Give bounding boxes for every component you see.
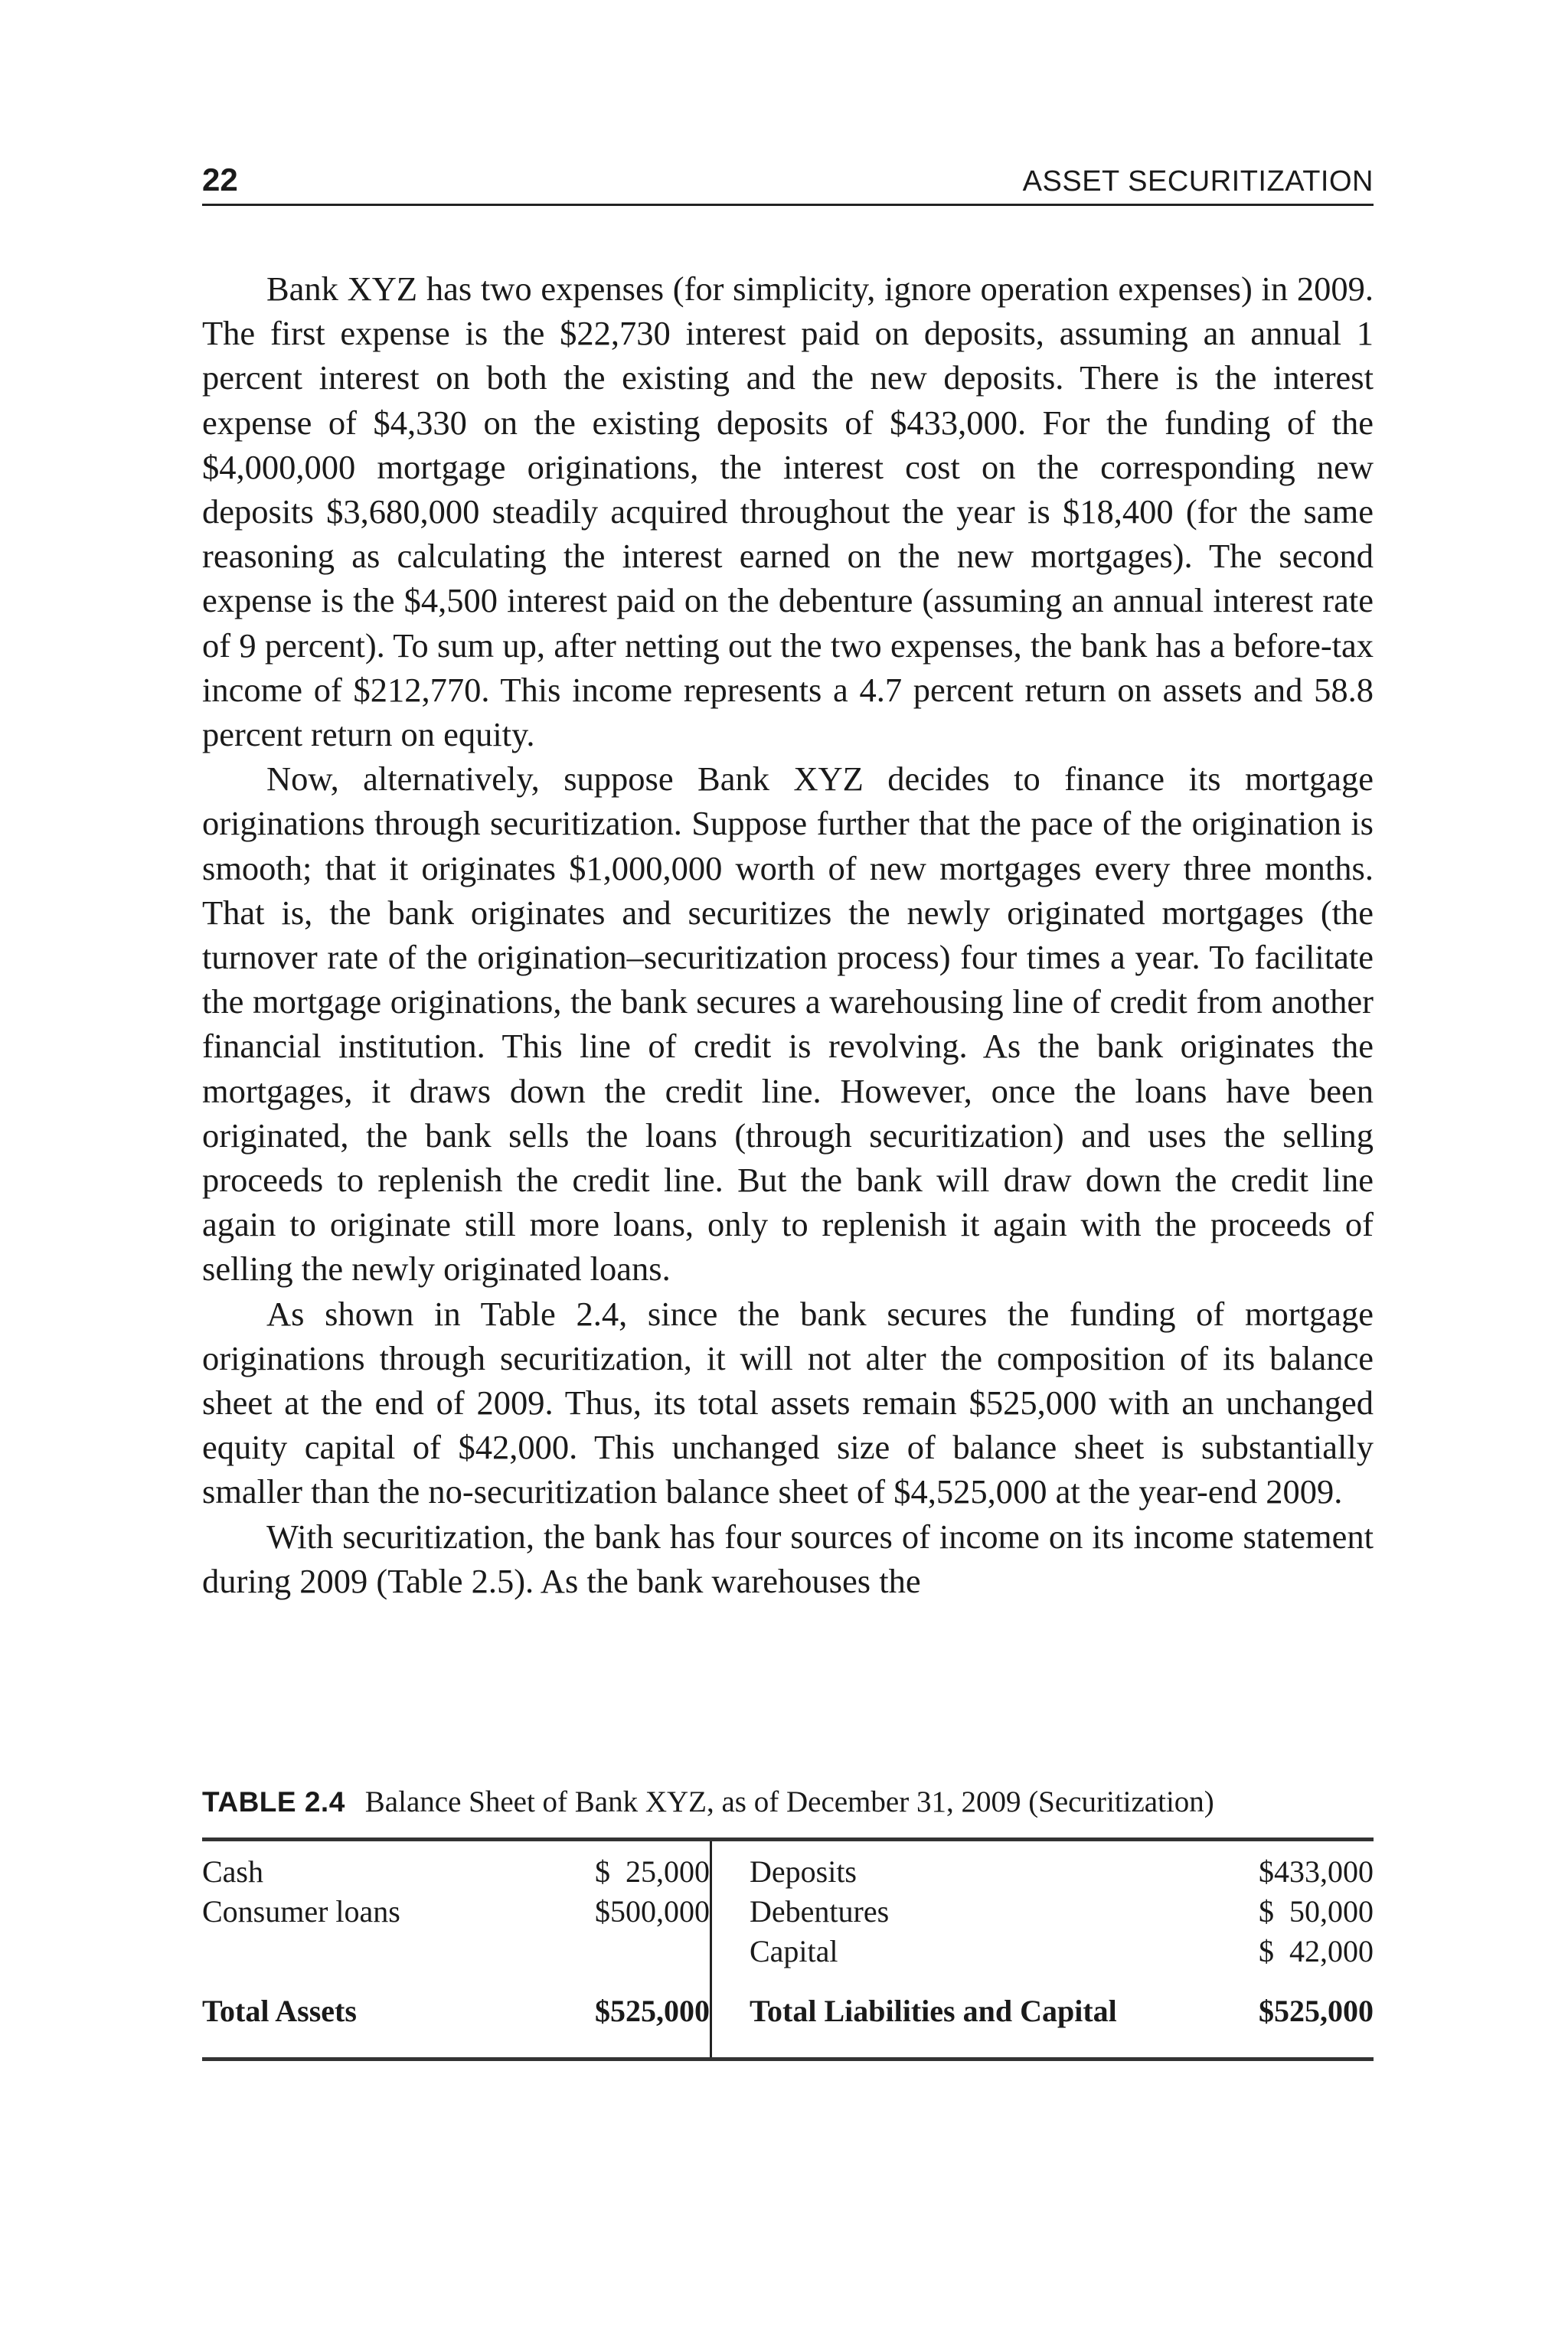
total-assets-label: Total Assets — [202, 1994, 357, 2028]
liability-label: Capital — [750, 1934, 838, 1968]
liability-value: $433,000 — [1259, 1854, 1374, 1889]
liability-value: $ 42,000 — [1259, 1934, 1374, 1968]
paragraph: Now, alternatively, suppose Bank XYZ decides to finance its mortgage originations through securitization. Suppose further that the pace of the origination is smooth; that it originates $1,000,000 worth of new mortgages every three months. That is, the bank originates and securitizes the newly originated mortgages (the turnover rate of the origination–securitization process) four times a year. To facilitate the mortgage originations, the bank secures a warehousing line of credit from another financial institution. This line of credit is revolving. As the bank originates the mortgages, it draws down the credit line. However, once the loans have been originated, the bank sells the loans (through securitization) and uses the selling proceeds to replenish the credit line. But the bank will draw down the credit line again to originate still more loans, only to replenish it again with the proceeds of selling the newly originated loans. — [202, 760, 1374, 1289]
column-divider — [710, 1841, 712, 2057]
asset-label: Cash — [202, 1854, 263, 1889]
paragraph: With securitization, the bank has four sources of income on its income statement during 2009 (Table 2.5). As the bank warehouses the — [202, 1517, 1374, 1600]
table-title: Balance Sheet of Bank XYZ, as of December 31, 2009 (Securitization) — [364, 1785, 1214, 1818]
asset-value: $ 25,000 — [595, 1854, 710, 1889]
liability-value: $ 50,000 — [1259, 1894, 1374, 1929]
page-header — [202, 161, 1374, 206]
balance-sheet-table — [202, 1782, 1374, 2061]
table-label: TABLE 2.4 — [202, 1786, 345, 1818]
total-assets-value: $525,000 — [595, 1994, 710, 2028]
liability-label: Debentures — [750, 1894, 890, 1929]
table-bottom-rule — [202, 2057, 1374, 2061]
table-caption — [202, 1782, 1374, 1838]
page-number: 22 — [202, 162, 238, 198]
table-body — [202, 1841, 1374, 2057]
paragraph: As shown in Table 2.4, since the bank secures the funding of mortgage originations through securitization, it will not alter the composition of its balance sheet at the end of 2009. Thus, its total assets remain $525,000 with an unchanged equity capital of $42,000. This unchanged size of balance sheet is substantially smaller than the no-securitization balance sheet of $4,525,000 at the year-end 2009. — [202, 1294, 1374, 1511]
asset-value: $500,000 — [595, 1894, 710, 1929]
running-head: ASSET SECURITIZATION — [1022, 165, 1374, 198]
body-text — [202, 266, 1374, 1603]
paragraph: Bank XYZ has two expenses (for simplicity, ignore operation expenses) in 2009. The first expense is the $22,730 interest paid on deposits, assuming an annual 1 percent interest on both the existing and the new deposits. There is the interest expense of $4,330 on the existing deposits of $433,000. For the funding of the $4,000,000 mortgage originations, the interest cost on the corresponding new deposits $3,680,000 steadily acquired throughout the year is $18,400 (for the same reasoning as calculating the interest earned on the new mortgages). The second expense is the $4,500 interest paid on the debenture (assuming an annual interest rate of 9 percent). To sum up, after netting out the two expenses, the bank has a before-tax income of $212,770. This income represents a 4.7 percent return on assets and 58.8 percent return on equity. — [202, 270, 1374, 754]
asset-label: Consumer loans — [202, 1894, 400, 1929]
total-liabilities-label: Total Liabilities and Capital — [750, 1994, 1117, 2028]
total-liabilities-value: $525,000 — [1259, 1994, 1374, 2028]
liability-label: Deposits — [750, 1854, 857, 1889]
